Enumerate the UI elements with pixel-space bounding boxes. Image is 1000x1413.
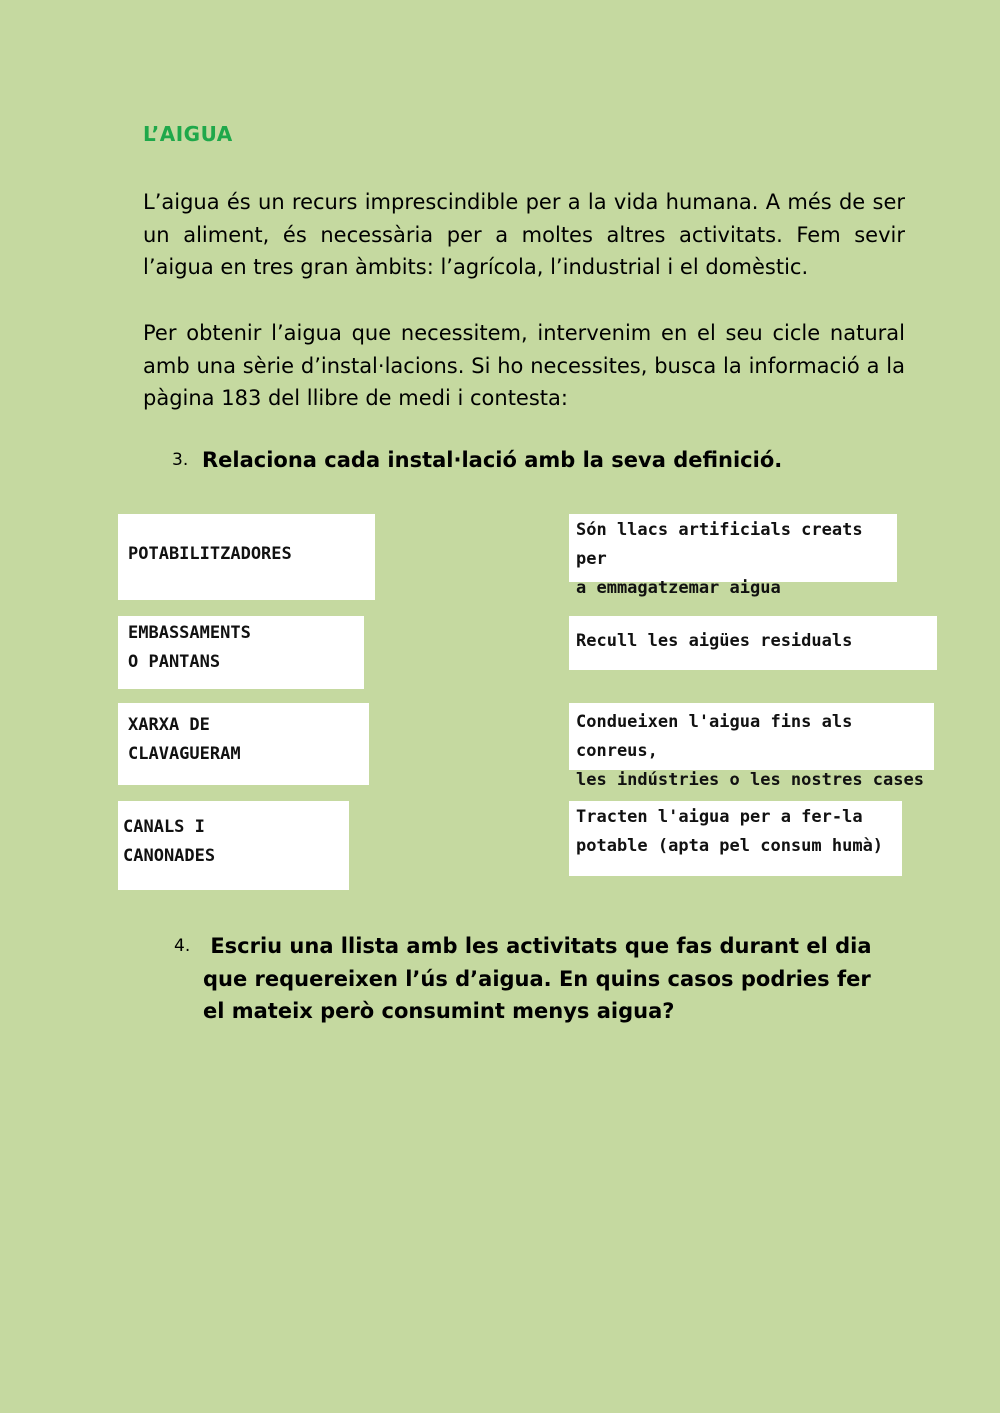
- definition-card[interactable]: Són llacs artificials creats per a emmagatzemar aigua: [569, 514, 897, 582]
- question-4-number: 4.: [174, 936, 191, 956]
- definition-card[interactable]: Recull les aigües residuals: [569, 616, 937, 670]
- definition-card[interactable]: Condueixen l'aigua fins als conreus, les indústries o les nostres cases: [569, 703, 934, 770]
- question-3-text: Relaciona cada instal·lació amb la seva definició.: [202, 448, 783, 472]
- question-4-text: Escriu una llista amb les activitats que fas durant el dia que requereixen l’ús d’aigua. En quins casos podries fer el mateix però consumint menys aigua?: [203, 934, 879, 1023]
- intro-paragraph: L’aigua és un recurs imprescindible per a la vida humana. A més de ser un aliment, és necessària per a moltes altres activitats. Fem sevir l’aigua en tres gran àmbits: l’agrícola, l’industrial i el domèstic.: [143, 190, 905, 279]
- definition-card[interactable]: Tracten l'aigua per a fer-la potable (apta pel consum humà): [569, 801, 902, 876]
- question-3-number: 3.: [172, 450, 189, 470]
- installation-card[interactable]: XARXA DE CLAVAGUERAM: [118, 703, 369, 785]
- instructions-paragraph: Per obtenir l’aigua que necessitem, intervenim en el seu cicle natural amb una sèrie d’instal·lacions. Si ho necessites, busca la informació a la pàgina 183 del llibre de medi i contesta:: [143, 321, 905, 410]
- question-4: [174, 930, 879, 1028]
- installation-card[interactable]: CANALS I CANONADES: [118, 801, 349, 890]
- page-title: L’AIGUA: [143, 122, 233, 146]
- question-3: [172, 444, 922, 477]
- installation-card[interactable]: POTABILITZADORES: [118, 514, 375, 600]
- installation-card[interactable]: EMBASSAMENTS O PANTANS: [118, 616, 364, 689]
